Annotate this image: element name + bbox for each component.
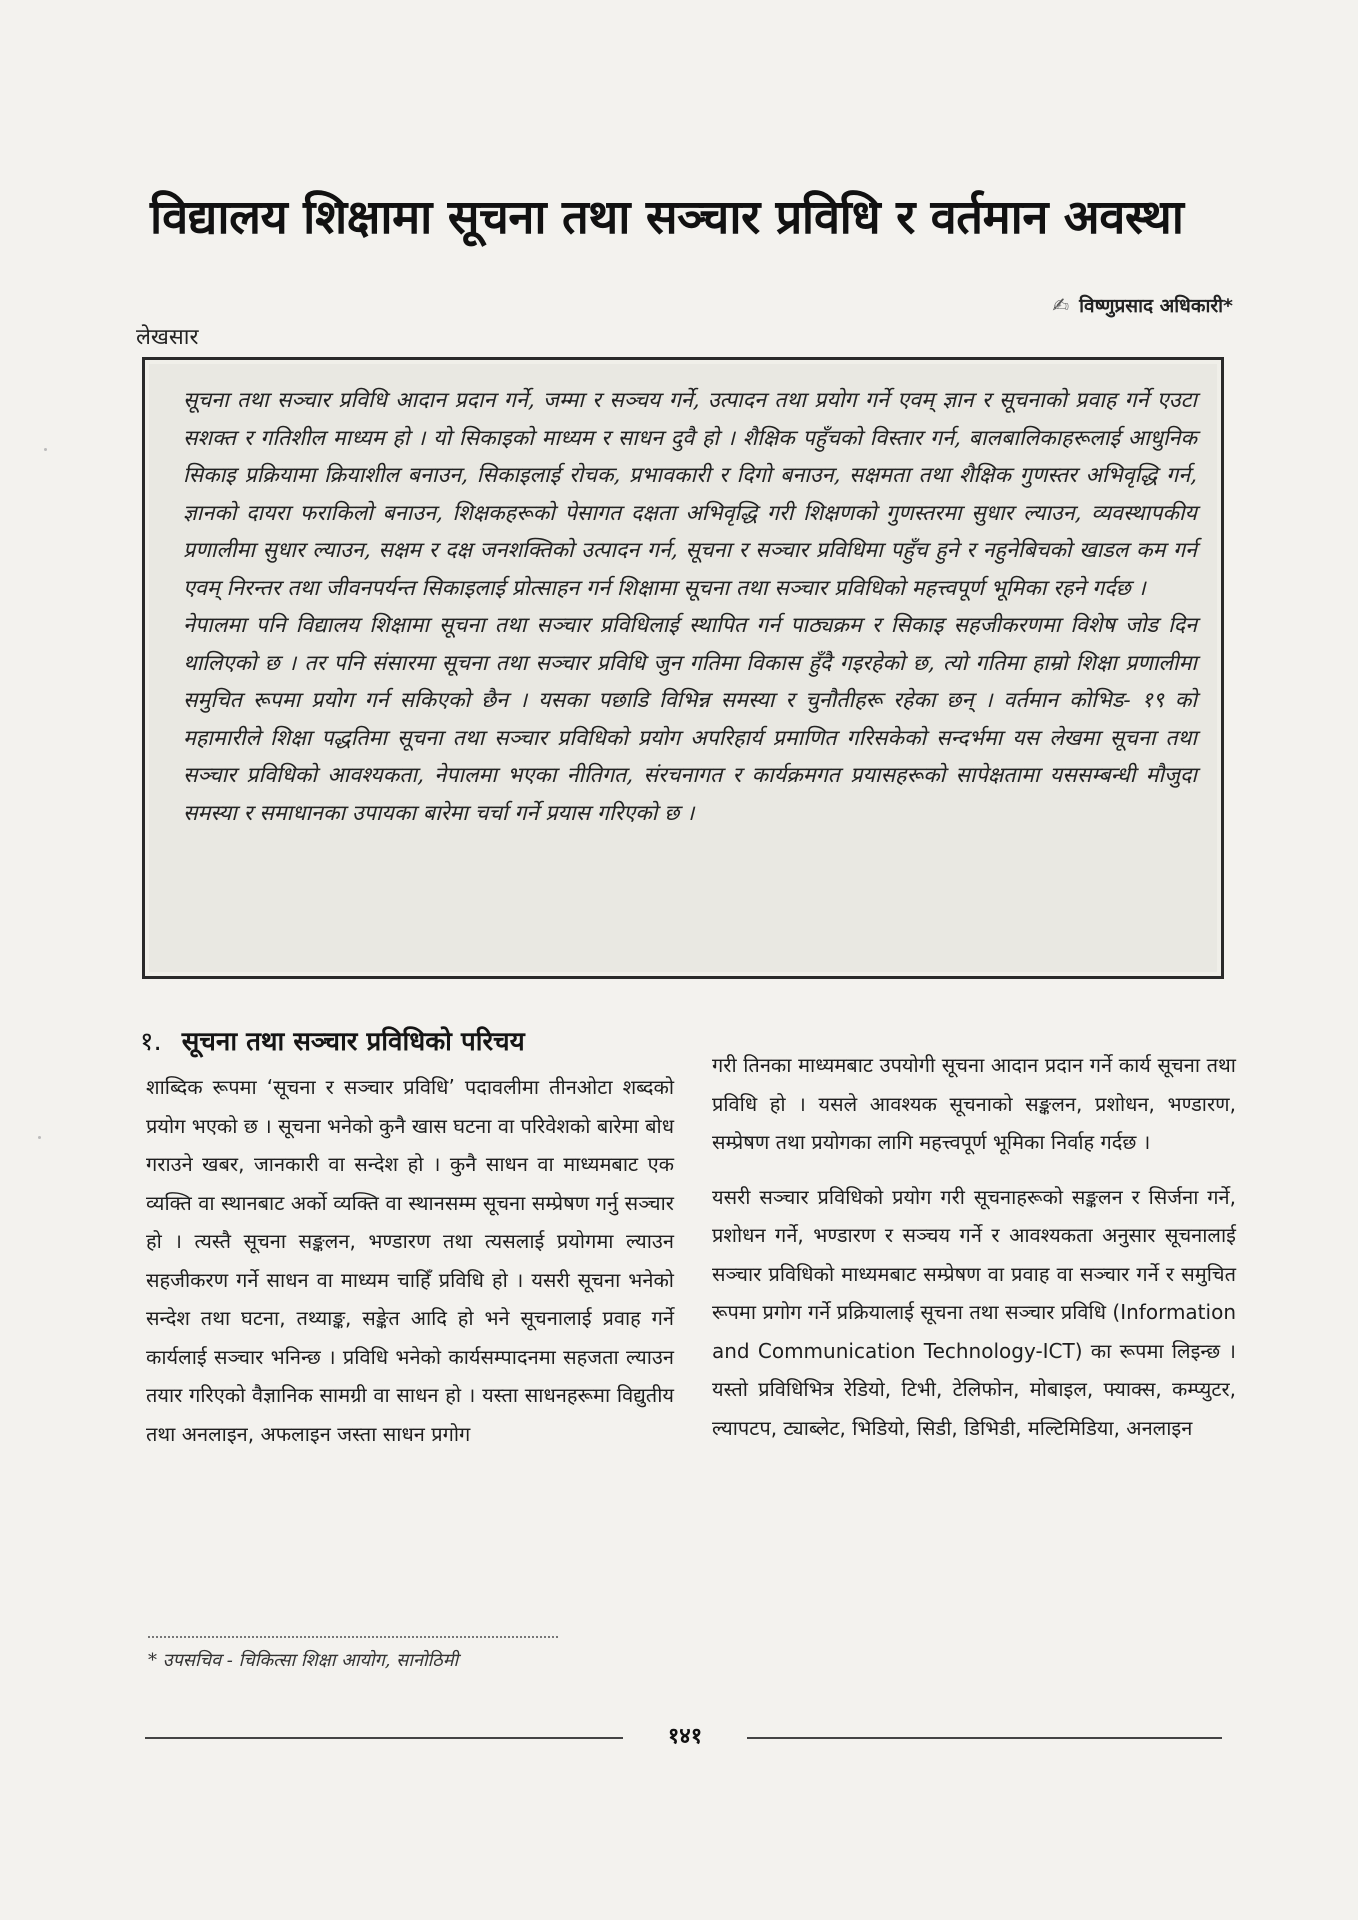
body-paragraph: यसरी सञ्चार प्रविधिको प्रयोग गरी सूचनाहरूको सङ्कलन र सिर्जना गर्ने, प्रशोधन गर्ने, भण्डारण र सञ्चय गर्ने र आवश्यकता अनुसार सूचनालाई सञ्चार प्रविधिको माध्यमबाट सम्प्रेषण वा प्रवाह वा सञ्चार गर्ने र समुचित रूपमा प्रगोग गर्ने प्रक्रियालाई सूचना तथा सञ्चार प्रविधि (Information and Communication Technology-ICT) का रूपमा लिइन्छ । यस्तो प्रविधिभित्र रेडियो, टिभी, टेलिफोन, मोबाइल, फ्याक्स, कम्प्युटर, ल्यापटप, ट्याब्लेट, भिडियो, सिडी, डिभिडी, मल्टिमिडिया, अनलाइन [712,1184,1236,1440]
section-heading [140,1022,525,1062]
author-name: विष्णुप्रसाद अधिकारी* [1079,295,1233,317]
footnote: * उपसचिव - चिकित्सा शिक्षा आयोग, सानोठिमी [148,1650,459,1671]
page-footer-rule-right [747,1737,1222,1739]
abstract-paragraph: नेपालमा पनि विद्यालय शिक्षामा सूचना तथा सञ्चार प्रविधिलाई स्थापित गर्न पाठ्यक्रम र सिकाइ सहजीकरणमा विशेष जोड दिन थालिएको छ । तर पनि संसारमा सूचना तथा सञ्चार प्रविधि जुन गतिमा विकास हुँदै गइरहेको छ, त्यो गतिमा हाम्रो शिक्षा प्रणालीमा समुचित रूपमा प्रयोग गर्न सकिएको छैन । यसका पछाडि विभिन्न समस्या र चुनौतीहरू रहेका छन् । वर्तमान कोभिड- १९ को महामारीले शिक्षा पद्धतिमा सूचना तथा सञ्चार प्रविधिको प्रयोग अपरिहार्य प्रमाणित गरिसकेको सन्दर्भमा यस लेखमा सूचना तथा सञ्चार प्रविधिको आवश्यकता, नेपालमा भएका नीतिगत, संरचनागत र कार्यक्रमगत प्रयासहरूको सापेक्षतामा यससम्बन्धी मौजुदा समस्या र समाधानका उपायका बारेमा चर्चा गर्ने प्रयास गरिएको छ । [183,613,1197,826]
footnote-divider [148,1636,558,1638]
article-title: विद्यालय शिक्षामा सूचना तथा सञ्चार प्रविधि र वर्तमान अवस्था [150,190,1184,245]
abstract-box [142,357,1224,979]
scan-speck [44,448,47,451]
scan-speck [38,1136,41,1139]
abstract-paragraph: सूचना तथा सञ्चार प्रविधि आदान प्रदान गर्ने, जम्मा र सञ्चय गर्ने, उत्पादन तथा प्रयोग गर्ने एवम् ज्ञान र सूचनाको प्रवाह गर्ने एउटा सशक्त र गतिशील माध्यम हो । यो सिकाइको माध्यम र साधन दुवै हो । शैक्षिक पहुँचको विस्तार गर्न, बालबालिकाहरूलाई आधुनिक सिकाइ प्रक्रियामा क्रियाशील बनाउन, सिकाइलाई रोचक, प्रभावकारी र दिगो बनाउन, सक्षमता तथा शैक्षिक गुणस्तर अभिवृद्धि गर्न, ज्ञानको दायरा फराकिलो बनाउन, शिक्षकहरूको पेसागत दक्षता अभिवृद्धि गरी शिक्षणको गुणस्तरमा सुधार ल्याउन, व्यवस्थापकीय प्रणालीमा सुधार ल्याउन, सक्षम र दक्ष जनशक्तिको उत्पादन गर्न, सूचना र सञ्चार प्रविधिमा पहुँच हुने र नहुनेबिचको खाडल कम गर्न एवम् निरन्तर तथा जीवनपर्यन्त सिकाइलाई प्रोत्साहन गर्न शिक्षामा सूचना तथा सञ्चार प्रविधिको महत्त्वपूर्ण भूमिका रहने गर्दछ । [183,388,1197,601]
body-paragraph: गरी तिनका माध्यमबाट उपयोगी सूचना आदान प्रदान गर्ने कार्य सूचना तथा प्रविधि हो । यसले आवश्यक सूचनाको सङ्कलन, प्रशोधन, भण्डारण, सम्प्रेषण तथा प्रयोगका लागि महत्त्वपूर्ण भूमिका निर्वाह गर्दछ । [712,1053,1236,1154]
section-number: १. [140,1027,162,1057]
body-column-left [146,1068,674,1453]
pen-icon: ✍ [1052,293,1070,317]
page-footer-rule-left [145,1737,623,1739]
abstract-heading: लेखसार [136,325,199,350]
section-title: सूचना तथा सञ्चार प्रविधिको परिचय [181,1027,525,1057]
page-number: १४१ [667,1724,703,1749]
body-paragraph: शाब्दिक रूपमा ‘सूचना र सञ्चार प्रविधि’ पदावलीमा तीनओटा शब्दको प्रयोग भएको छ । सूचना भनेको कुनै खास घटना वा परिवेशको बारेमा बोध गराउने खबर, जानकारी वा सन्देश हो । कुनै साधन वा माध्यमबाट एक व्यक्ति वा स्थानबाट अर्को व्यक्ति वा स्थानसम्म सूचना सम्प्रेषण गर्नु सञ्चार हो । त्यस्तै सूचना सङ्कलन, भण्डारण तथा त्यसलाई प्रयोगमा ल्याउन सहजीकरण गर्ने साधन वा माध्यम चाहिँ प्रविधि हो । यसरी सूचना भनेको सन्देश तथा घटना, तथ्याङ्क, सङ्केत आदि हो भने सूचनालाई प्रवाह गर्ने कार्यलाई सञ्चार भनिन्छ । प्रविधि भनेको कार्यसम्पादनमा सहजता ल्याउन तयार गरिएको वैज्ञानिक सामग्री वा साधन हो । यस्ता साधनहरूमा विद्युतीय तथा अनलाइन, अफलाइन जस्ता साधन प्रगोग [146,1075,674,1446]
body-column-right [712,1046,1236,1447]
author-byline [1052,291,1233,320]
